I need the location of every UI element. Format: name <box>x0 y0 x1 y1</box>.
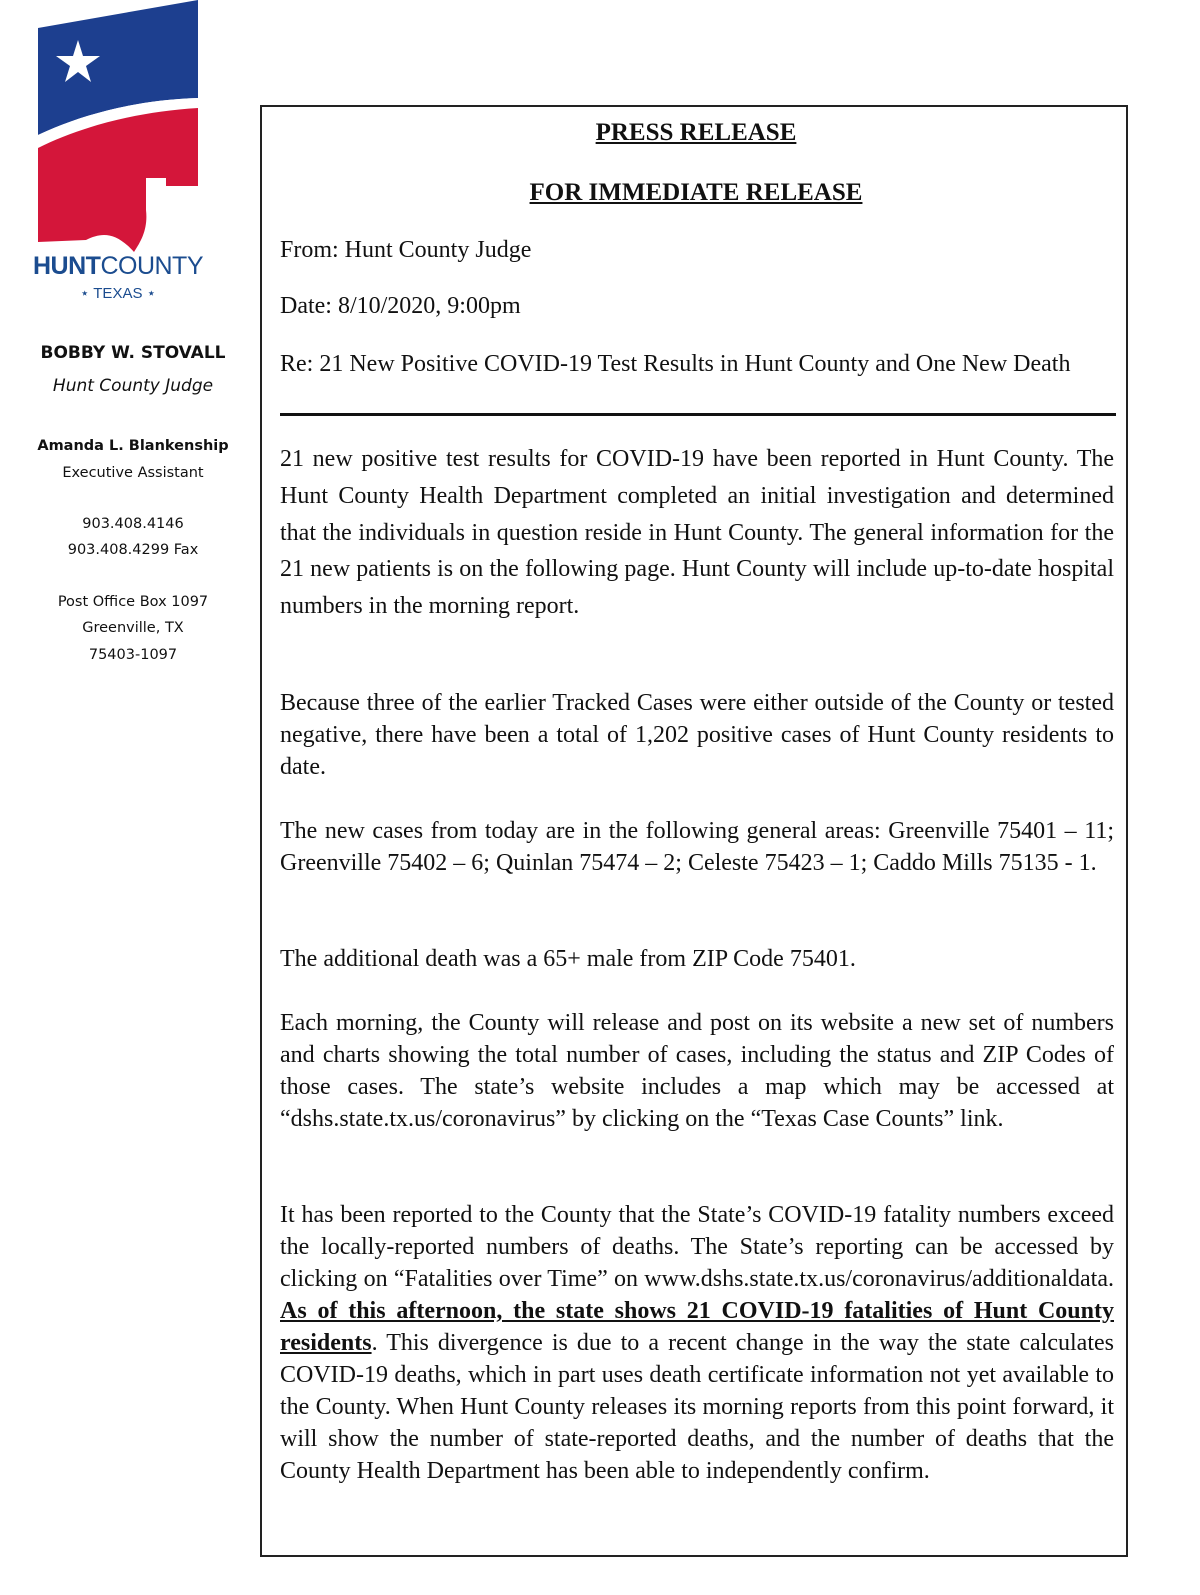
fatalities-highlight: As of this afternoon, the state shows 21 COVID-19 fatalities of Hunt County residents <box>280 1298 1114 1356</box>
assistant-name: Amanda L. Blankenship <box>37 438 229 454</box>
brand-light: COUNTY <box>100 252 203 280</box>
heading-text: FOR IMMEDIATE RELEASE <box>529 179 863 206</box>
paragraph-total-cases: Because three of the earlier Tracked Cases were either outside of the County or tested negative, there have been a total of 1,202 positive cases of Hunt County residents to date. <box>280 690 1114 780</box>
press-release-box <box>260 105 1128 1557</box>
brand-subtitle: ⋆ TEXAS ⋆ <box>79 285 157 302</box>
press-release-heading <box>262 119 1130 147</box>
paragraph-fatalities <box>280 1199 1114 1487</box>
brand-wordmark <box>0 252 236 281</box>
paragraph-death: The additional death was a 65+ male from ZIP Code 75401. <box>280 946 856 972</box>
assistant-title: Executive Assistant <box>62 465 204 481</box>
city-state: Greenville, TX <box>82 620 184 636</box>
hunt-county-logo <box>38 0 202 252</box>
header-divider <box>280 413 1116 416</box>
fatalities-text-c: . This divergence is due to a recent change in the way the state calculates COVID-19 deaths, which in part uses death certificate information not yet available to the County. When Hunt County releases its morning reports from this point forward, it will show the number of state-reported deaths, and the number of deaths that the County Health Department has been able to independently confirm. <box>280 1330 1114 1484</box>
from-line: From: Hunt County Judge <box>280 237 532 263</box>
paragraph-new-cases: 21 new positive test results for COVID-19 have been reported in Hunt County. The Hunt County Health Department completed an initial investigation and determined that the individuals in question reside in Hunt County. The general information for the 21 new patients is on the following page. Hunt County will include up-to-date hospital numbers in the morning report. <box>280 446 1114 620</box>
paragraph-website: Each morning, the County will release and post on its website a new set of numbers and charts showing the total number of cases, including the status and ZIP Codes of those cases. The state’s website includes a map which may be accessed at “dshs.state.tx.us/coronavirus” by clicking on the “Texas Case Counts” link. <box>280 1010 1114 1132</box>
letterhead-sidebar <box>0 0 260 1595</box>
judge-name: BOBBY W. STOVALL <box>40 343 226 363</box>
judge-title: Hunt County Judge <box>52 376 214 396</box>
po-box: Post Office Box 1097 <box>57 594 209 610</box>
fatalities-text-a: It has been reported to the County that the State’s COVID-19 fatality numbers exceed the locally-reported numbers of deaths. The State’s reporting can be accessed by clicking on “Fatalities over Time” on www.dshs.state.tx.us/coronavirus/additionaldata. <box>280 1202 1114 1292</box>
phone-number: 903.408.4146 <box>82 516 184 532</box>
subject-line: Re: 21 New Positive COVID-19 Test Results in Hunt County and One New Death <box>280 351 1071 377</box>
zip-code: 75403-1097 <box>88 647 178 663</box>
date-line: Date: 8/10/2020, 9:00pm <box>280 293 521 319</box>
fax-number: 903.408.4299 Fax <box>67 542 199 558</box>
brand-bold: HUNT <box>33 252 101 280</box>
immediate-release-heading <box>262 179 1130 207</box>
paragraph-case-areas: The new cases from today are in the following general areas: Greenville 75401 – 11; Greenville 75402 – 6; Quinlan 75474 – 2; Celeste 75423 – 1; Caddo Mills 75135 - 1. <box>280 818 1114 876</box>
heading-text: PRESS RELEASE <box>595 119 797 146</box>
